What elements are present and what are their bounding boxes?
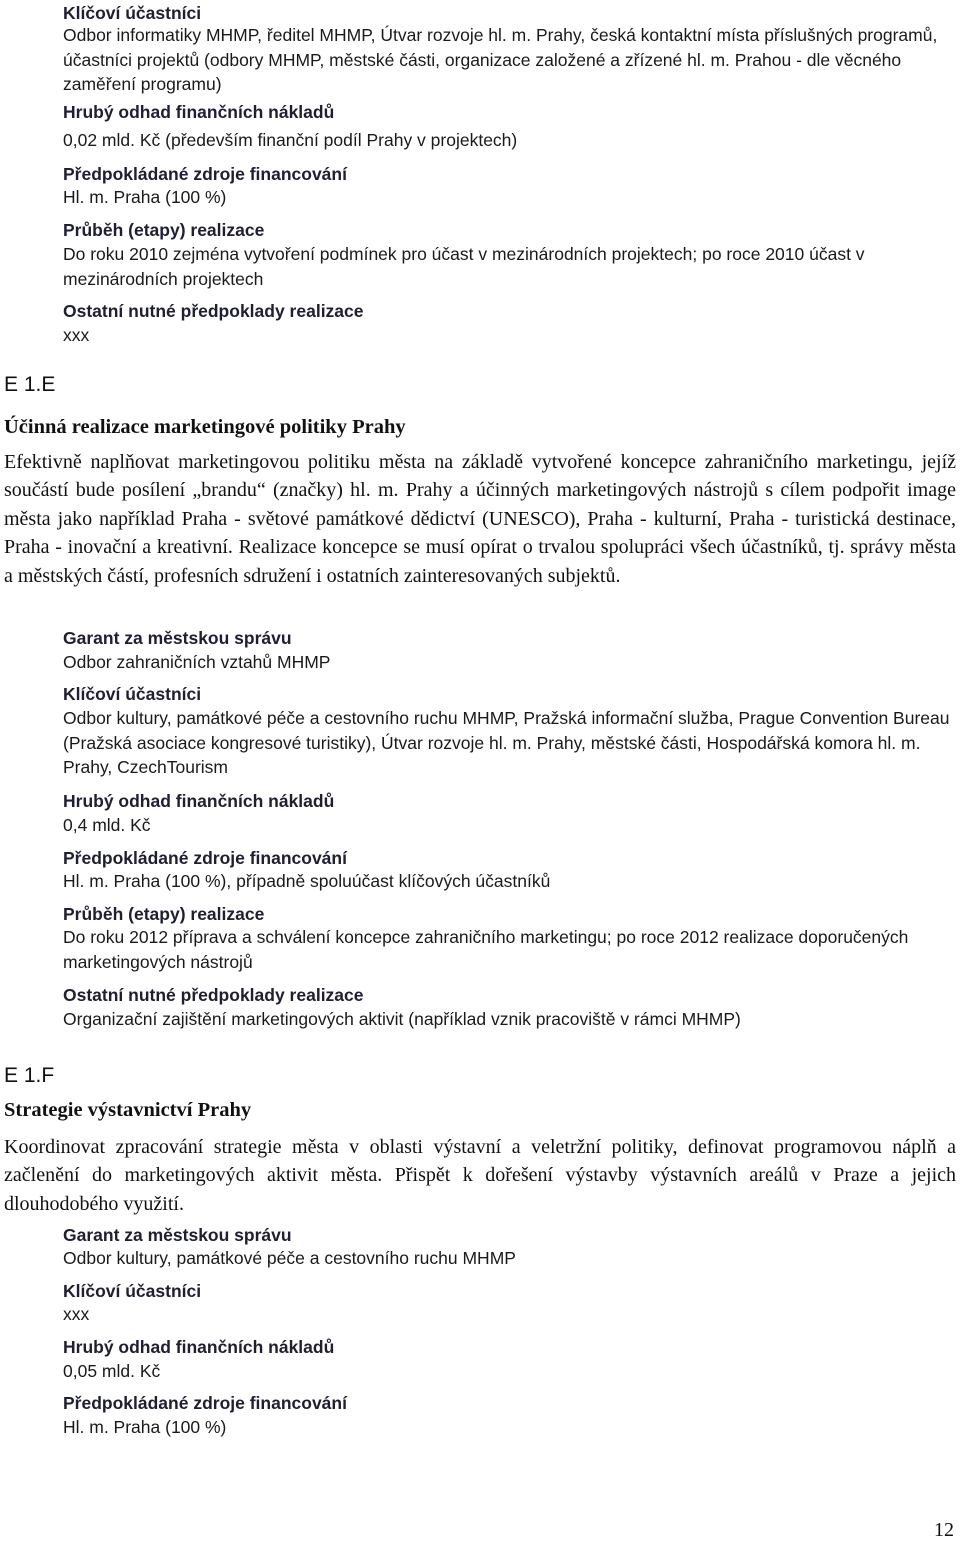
section-code: E 1.F [4, 1064, 55, 1087]
cost-heading: Hrubý odhad finančních nákladů [63, 791, 335, 811]
stages-value: Do roku 2012 příprava a schválení koncepce zahraničního marketingu; po roce 2012 realizace doporučených marketingových nástrojů [63, 927, 909, 972]
section-description: Koordinovat zpracování strategie města v oblasti výstavní a veletržní politiky, definovat programovou náplň a začlenění do marketingových aktivit města. Přispět k dořešení výstavby výstavních areálů v Praze a jejich dlouhodobého využití. [4, 1136, 956, 1215]
section-code: E 1.E [4, 373, 56, 396]
funding-heading: Předpokládané zdroje financování [63, 848, 347, 868]
funding-value: Hl. m. Praha (100 %) [63, 1417, 227, 1437]
funding-heading: Předpokládané zdroje financování [63, 164, 347, 184]
funding-heading: Předpokládané zdroje financování [63, 1393, 347, 1413]
stages-heading: Průběh (etapy) realizace [63, 220, 265, 240]
prereq-value: Organizační zajištění marketingových aktivit (například vznik pracoviště v rámci MHMP) [63, 1009, 741, 1029]
prereq-heading: Ostatní nutné předpoklady realizace [63, 985, 364, 1005]
key-participants-value: xxx [63, 1304, 90, 1324]
section-title: Strategie výstavnictví Prahy [4, 1099, 252, 1121]
prereq-value: xxx [63, 325, 90, 345]
guarantor-value: Odbor zahraničních vztahů MHMP [63, 652, 331, 672]
funding-value: Hl. m. Praha (100 %) [63, 187, 227, 207]
cost-heading: Hrubý odhad finančních nákladů [63, 1337, 335, 1357]
section-description: Efektivně naplňovat marketingovou politiku města na základě vytvořené koncepce zahraničního marketingu, jejíž součástí bude posílení „brandu“ (značky) hl. m. Prahy a účinných marketingových nástrojů s cílem podpořit image města jako například Praha - světové památkové dědictví (UNESCO), Praha - kulturní, Praha - turistická destinace, Praha - inovační a kreativní. Realizace koncepce se musí opírat o trvalou spolupráci všech účastníků, tj. správy města a městských částí, profesních sdružení i ostatních zainteresovaných subjektů. [4, 451, 956, 587]
stages-heading: Průběh (etapy) realizace [63, 904, 265, 924]
stages-value: Do roku 2010 zejména vytvoření podmínek pro účast v mezinárodních projektech; po roce 2010 účast v mezinárodních projektech [63, 244, 865, 289]
key-participants-value: Odbor informatiky MHMP, ředitel MHMP, Útvar rozvoje hl. m. Prahy, česká kontaktní místa příslušných programů, účastníci projektů (odbory MHMP, městské části, organizace založené a zřízené hl. m. Prahou - dle věcného zaměření programu) [63, 25, 938, 94]
key-participants-heading: Klíčoví účastníci [63, 684, 202, 704]
guarantor-value: Odbor kultury, památkové péče a cestovního ruchu MHMP [63, 1248, 516, 1268]
key-participants-heading: Klíčoví účastníci [63, 3, 202, 23]
section-title: Účinná realizace marketingové politiky Prahy [4, 416, 406, 438]
cost-heading: Hrubý odhad finančních nákladů [63, 102, 335, 122]
prereq-heading: Ostatní nutné předpoklady realizace [63, 301, 364, 321]
page-number: 12 [934, 1519, 954, 1541]
key-participants-value: Odbor kultury, památkové péče a cestovního ruchu MHMP, Pražská informační služba, Prague Convention Bureau (Pražská asociace kongresové turistiky), Útvar rozvoje hl. m. Prahy, městské části, Hospodářská komora hl. m. Prahy, CzechTourism [63, 708, 950, 777]
key-participants-heading: Klíčoví účastníci [63, 1281, 202, 1301]
cost-value: 0,4 mld. Kč [63, 815, 151, 835]
guarantor-heading: Garant za městskou správu [63, 628, 292, 648]
funding-value: Hl. m. Praha (100 %), případně spoluúčast klíčových účastníků [63, 871, 551, 891]
guarantor-heading: Garant za městskou správu [63, 1225, 292, 1245]
cost-value: 0,02 mld. Kč (především finanční podíl Prahy v projektech) [63, 130, 518, 150]
cost-value: 0,05 mld. Kč [63, 1361, 161, 1381]
